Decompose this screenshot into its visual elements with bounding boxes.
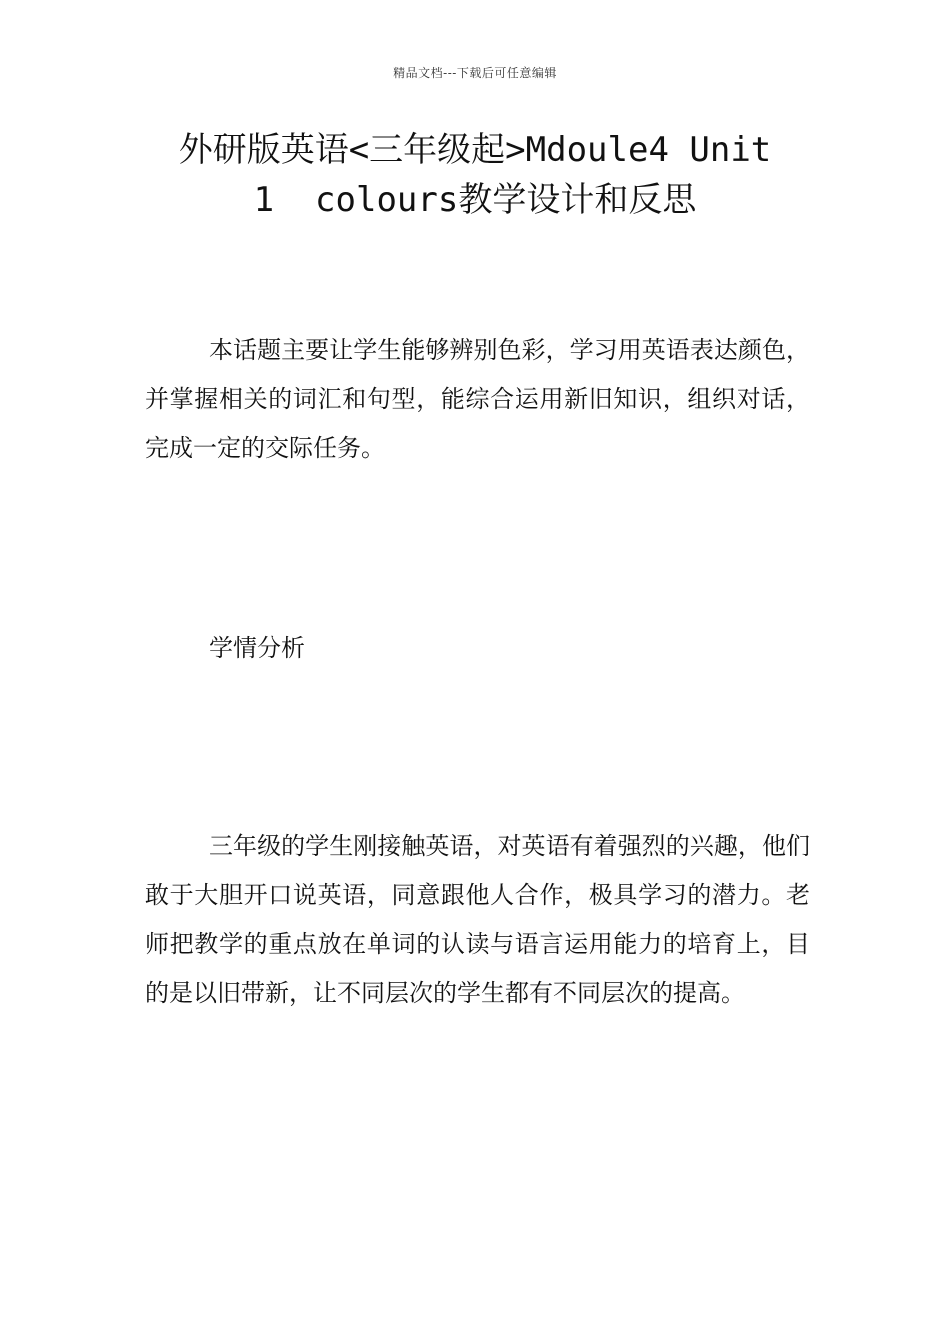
- title-line-1: 外研版英语<三年级起>Mdoule4 Unit: [178, 130, 772, 170]
- section-heading: 学情分析: [209, 634, 305, 662]
- document-title: [130, 125, 820, 225]
- title-line-2: 1 colours教学设计和反思: [253, 180, 697, 220]
- intro-paragraph: 本话题主要让学生能够辨别色彩，学习用英语表达颜色，并掌握相关的词汇和句型，能综合运用新旧知识，组织对话，完成一定的交际任务。: [145, 336, 810, 462]
- header-note: 精品文档---下载后可任意编辑: [393, 66, 557, 80]
- analysis-paragraph: 三年级的学生刚接触英语，对英语有着强烈的兴趣，他们敢于大胆开口说英语，同意跟他人合作，极具学习的潜力。老师把教学的重点放在单词的认读与语言运用能力的培育上，目的是以旧带新，让不同层次的学生都有不同层次的提高。: [145, 832, 810, 1007]
